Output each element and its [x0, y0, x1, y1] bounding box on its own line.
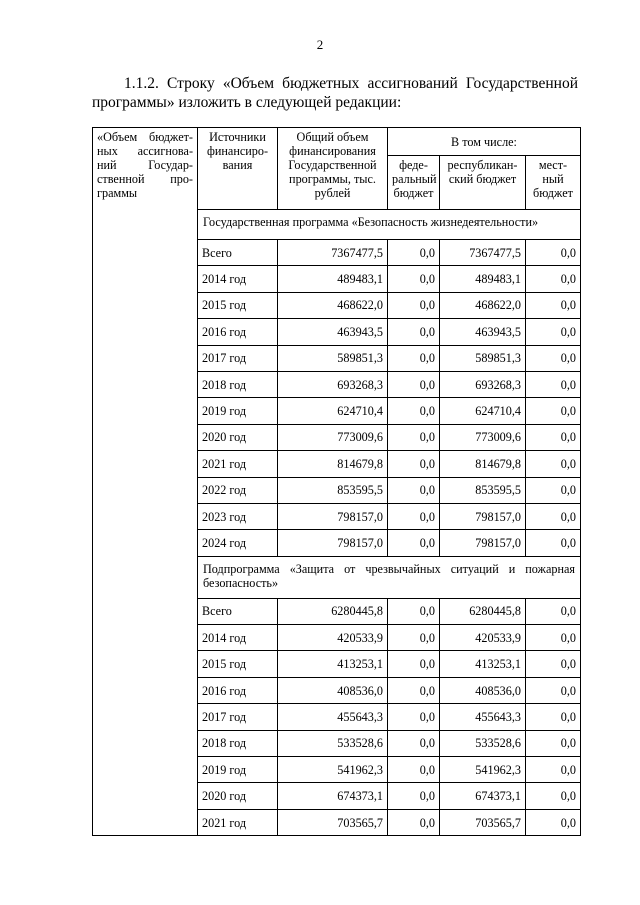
republic-cell: 489483,1	[440, 266, 526, 292]
row-label-cell: 2015 год	[198, 292, 278, 318]
total-cell: 468622,0	[278, 292, 388, 318]
republic-cell: 463943,5	[440, 319, 526, 345]
republic-cell: 589851,3	[440, 345, 526, 371]
republic-cell: 7367477,5	[440, 240, 526, 266]
row-label-cell: 2019 год	[198, 757, 278, 783]
section-title: Государственная программа «Безопасность жизнедеятельности»	[198, 210, 581, 240]
header-row-1	[93, 128, 581, 156]
intro-paragraph: 1.1.2. Строку «Объем бюджетных ассигнований Государственной программы» изложить в следующей редакции:	[92, 75, 578, 111]
local-cell: 0,0	[526, 424, 581, 450]
row-label-cell: 2014 год	[198, 266, 278, 292]
local-cell: 0,0	[526, 730, 581, 756]
local-cell: 0,0	[526, 503, 581, 529]
total-cell: 693268,3	[278, 371, 388, 397]
local-cell: 0,0	[526, 704, 581, 730]
row-label-cell: 2021 год	[198, 809, 278, 835]
total-cell: 420533,9	[278, 625, 388, 651]
federal-cell: 0,0	[388, 451, 440, 477]
local-cell: 0,0	[526, 292, 581, 318]
federal-cell: 0,0	[388, 292, 440, 318]
republic-cell: 693268,3	[440, 371, 526, 397]
total-cell: 463943,5	[278, 319, 388, 345]
total-cell: 703565,7	[278, 809, 388, 835]
republic-cell: 814679,8	[440, 451, 526, 477]
republic-cell: 6280445,8	[440, 598, 526, 624]
row-label-cell: 2019 год	[198, 398, 278, 424]
local-cell: 0,0	[526, 451, 581, 477]
local-cell: 0,0	[526, 477, 581, 503]
republic-cell: 798157,0	[440, 530, 526, 556]
row-label: «Объем бюджет-ных ассигнова-ний Государ-ственной про-граммы	[93, 128, 198, 836]
federal-cell: 0,0	[388, 530, 440, 556]
local-cell: 0,0	[526, 625, 581, 651]
budget-table	[92, 127, 581, 836]
total-cell: 489483,1	[278, 266, 388, 292]
federal-cell: 0,0	[388, 345, 440, 371]
total-cell: 773009,6	[278, 424, 388, 450]
row-label-cell: 2021 год	[198, 451, 278, 477]
header-including: В том числе:	[388, 128, 581, 156]
total-cell: 408536,0	[278, 677, 388, 703]
republic-cell: 420533,9	[440, 625, 526, 651]
total-cell: 798157,0	[278, 530, 388, 556]
row-label-cell: 2018 год	[198, 730, 278, 756]
header-republic: республикан-ский бюджет	[440, 156, 526, 210]
row-label-cell: 2020 год	[198, 783, 278, 809]
local-cell: 0,0	[526, 651, 581, 677]
section-title: Подпрограмма «Защита от чрезвычайных ситуаций и пожарная безопасность»	[198, 556, 581, 598]
federal-cell: 0,0	[388, 424, 440, 450]
local-cell: 0,0	[526, 266, 581, 292]
republic-cell: 674373,1	[440, 783, 526, 809]
federal-cell: 0,0	[388, 371, 440, 397]
local-cell: 0,0	[526, 345, 581, 371]
header-local: мест-ный бюджет	[526, 156, 581, 210]
local-cell: 0,0	[526, 371, 581, 397]
local-cell: 0,0	[526, 319, 581, 345]
local-cell: 0,0	[526, 598, 581, 624]
federal-cell: 0,0	[388, 730, 440, 756]
row-label-cell: 2024 год	[198, 530, 278, 556]
total-cell: 6280445,8	[278, 598, 388, 624]
total-cell: 798157,0	[278, 503, 388, 529]
total-cell: 533528,6	[278, 730, 388, 756]
republic-cell: 541962,3	[440, 757, 526, 783]
republic-cell: 798157,0	[440, 503, 526, 529]
total-cell: 674373,1	[278, 783, 388, 809]
republic-cell: 624710,4	[440, 398, 526, 424]
republic-cell: 773009,6	[440, 424, 526, 450]
republic-cell: 468622,0	[440, 292, 526, 318]
row-label-cell: Всего	[198, 598, 278, 624]
republic-cell: 703565,7	[440, 809, 526, 835]
total-cell: 853595,5	[278, 477, 388, 503]
federal-cell: 0,0	[388, 266, 440, 292]
header-total: Общий объем финансирования Государственной программы, тыс. рублей	[278, 128, 388, 210]
row-label-cell: 2017 год	[198, 345, 278, 371]
total-cell: 814679,8	[278, 451, 388, 477]
federal-cell: 0,0	[388, 783, 440, 809]
row-label-cell: 2022 год	[198, 477, 278, 503]
total-cell: 541962,3	[278, 757, 388, 783]
local-cell: 0,0	[526, 809, 581, 835]
total-cell: 455643,3	[278, 704, 388, 730]
federal-cell: 0,0	[388, 503, 440, 529]
federal-cell: 0,0	[388, 809, 440, 835]
federal-cell: 0,0	[388, 757, 440, 783]
federal-cell: 0,0	[388, 625, 440, 651]
total-cell: 589851,3	[278, 345, 388, 371]
row-label-cell: Всего	[198, 240, 278, 266]
federal-cell: 0,0	[388, 319, 440, 345]
republic-cell: 413253,1	[440, 651, 526, 677]
republic-cell: 408536,0	[440, 677, 526, 703]
local-cell: 0,0	[526, 783, 581, 809]
local-cell: 0,0	[526, 677, 581, 703]
federal-cell: 0,0	[388, 598, 440, 624]
local-cell: 0,0	[526, 530, 581, 556]
row-label-cell: 2018 год	[198, 371, 278, 397]
total-cell: 413253,1	[278, 651, 388, 677]
row-label-cell: 2016 год	[198, 677, 278, 703]
republic-cell: 853595,5	[440, 477, 526, 503]
row-label-cell: 2020 год	[198, 424, 278, 450]
federal-cell: 0,0	[388, 240, 440, 266]
header-source: Источники финансиро-вания	[198, 128, 278, 210]
federal-cell: 0,0	[388, 704, 440, 730]
row-label-cell: 2023 год	[198, 503, 278, 529]
republic-cell: 533528,6	[440, 730, 526, 756]
row-label-cell: 2017 год	[198, 704, 278, 730]
local-cell: 0,0	[526, 398, 581, 424]
local-cell: 0,0	[526, 757, 581, 783]
total-cell: 624710,4	[278, 398, 388, 424]
total-cell: 7367477,5	[278, 240, 388, 266]
page-number: 2	[316, 37, 324, 52]
row-label-cell: 2016 год	[198, 319, 278, 345]
row-label-cell: 2014 год	[198, 625, 278, 651]
federal-cell: 0,0	[388, 651, 440, 677]
federal-cell: 0,0	[388, 398, 440, 424]
federal-cell: 0,0	[388, 477, 440, 503]
federal-cell: 0,0	[388, 677, 440, 703]
header-federal: феде-ральный бюджет	[388, 156, 440, 210]
local-cell: 0,0	[526, 240, 581, 266]
republic-cell: 455643,3	[440, 704, 526, 730]
row-label-cell: 2015 год	[198, 651, 278, 677]
